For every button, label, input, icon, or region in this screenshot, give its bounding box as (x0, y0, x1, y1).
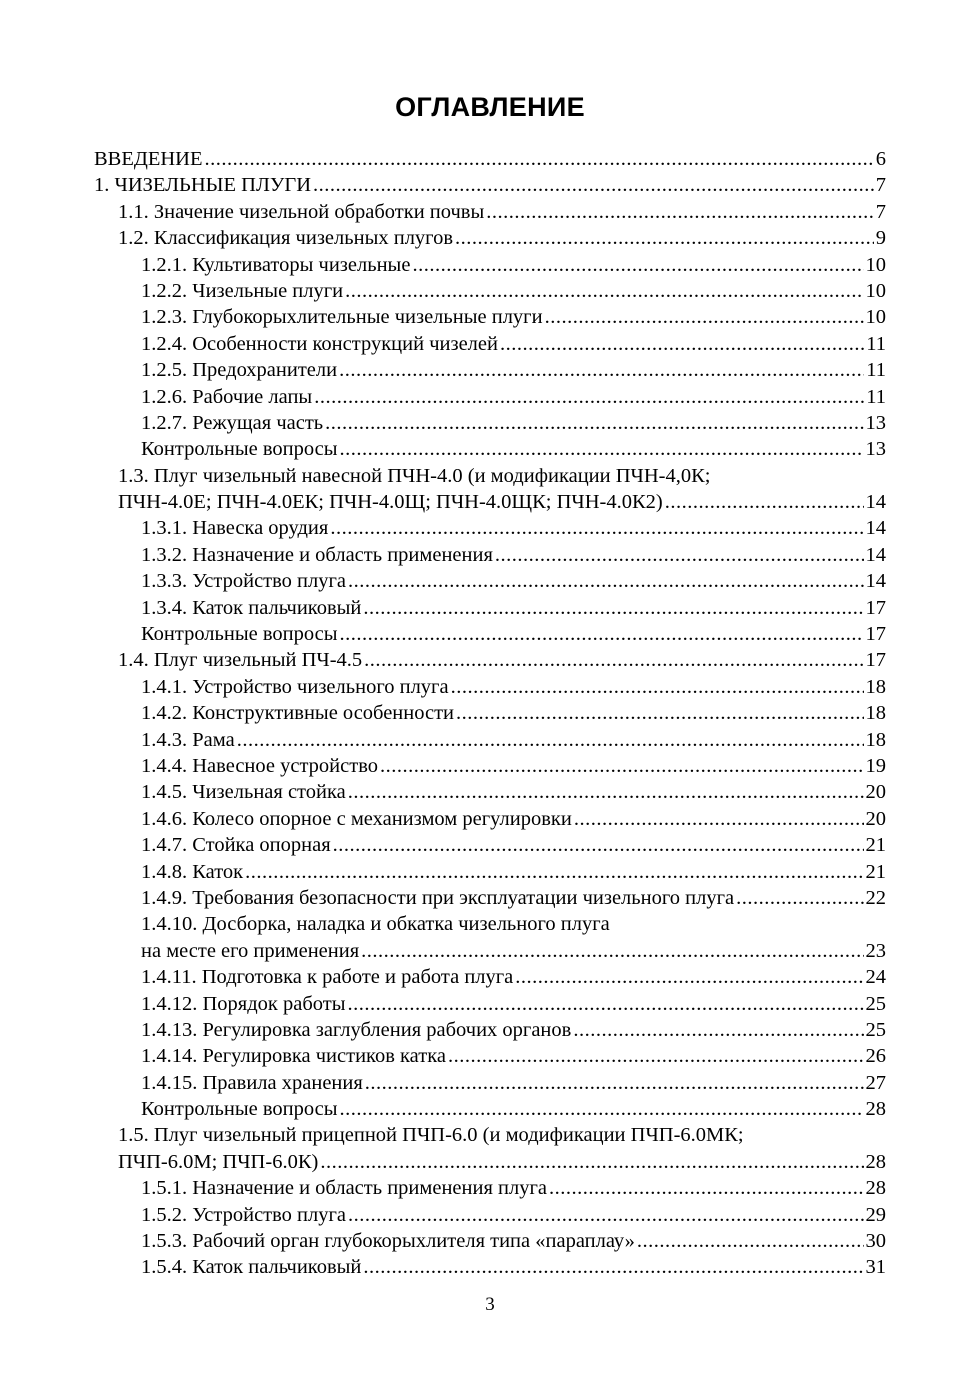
toc-entry-label: Контрольные вопросы (141, 623, 338, 646)
toc-entry[interactable] (94, 1017, 886, 1043)
toc-entry[interactable] (94, 806, 886, 832)
toc-entry-label: 1.4.15. Правила хранения (141, 1071, 363, 1094)
toc-entry-label: 1.2.6. Рабочие лапы (141, 385, 313, 408)
toc-entry-label: 1.3.3. Устройство плуга (141, 570, 347, 593)
toc-entry[interactable] (94, 1070, 886, 1096)
toc-entry-page: 14 (865, 517, 886, 540)
toc-entry-page: 25 (865, 992, 886, 1015)
toc-entry[interactable] (94, 674, 886, 700)
toc-entry[interactable] (94, 1096, 886, 1122)
toc-entry[interactable] (94, 489, 886, 515)
toc-entry-label: 1.5.4. Каток пальчиковый (141, 1256, 362, 1279)
toc-leader-dots (340, 1096, 864, 1122)
toc-entry[interactable] (94, 384, 886, 410)
toc-entry-page: 13 (865, 411, 886, 434)
toc-leader-dots (736, 885, 863, 911)
toc-entry-label: 1.4.1. Устройство чизельного плуга (141, 675, 449, 698)
toc-entry-page: 6 (875, 148, 886, 170)
toc-entry-label: 1.2.4. Особенности конструкций чизелей (141, 332, 498, 355)
toc-leader-dots (361, 938, 863, 964)
toc-entry-page: 18 (865, 675, 886, 698)
toc-entry-page: 30 (865, 1230, 886, 1253)
toc-entry-label: 1.4.6. Колесо опорное с механизмом регулировки (141, 807, 572, 830)
toc-entry-page: 28 (865, 1177, 886, 1200)
toc-entry-page: 24 (865, 966, 886, 989)
toc-entry[interactable] (94, 700, 886, 726)
toc-entry[interactable] (94, 515, 886, 541)
toc-entry-page: 14 (865, 543, 886, 566)
toc-entry-label: на месте его применения (141, 939, 360, 962)
toc-entry[interactable] (94, 304, 886, 330)
toc-entry[interactable] (94, 1202, 886, 1228)
toc-entry-label: 1.4.9. Требования безопасности при эксплуатации чизельного плуга (141, 886, 735, 909)
toc-entry-page: 10 (865, 253, 886, 276)
toc-entry[interactable] (94, 568, 886, 594)
toc-entry-label: 1.4.2. Конструктивные особенности (141, 702, 455, 725)
toc-entry-label: 1.2.5. Предохранители (141, 359, 338, 382)
toc-leader-dots (237, 727, 864, 753)
toc-entry-page: 18 (865, 728, 886, 751)
toc-leader-dots (348, 568, 863, 594)
toc-entry-label: 1.3. Плуг чизельный навесной ПЧН-4.0 (и модификации ПЧН-4,0К; (118, 464, 711, 487)
toc-entry-page: 17 (865, 596, 886, 619)
toc-entry[interactable] (94, 885, 886, 911)
toc-entry-page: 14 (865, 491, 886, 514)
toc-entry[interactable] (94, 542, 886, 568)
toc-leader-dots (495, 542, 864, 568)
toc-leader-dots (637, 1228, 864, 1254)
toc-entry-label: 1.5.1. Назначение и область применения плуга (141, 1177, 547, 1200)
page-number: 3 (485, 1294, 495, 1315)
toc-leader-dots (340, 621, 864, 647)
toc-entry-label: 1.4.10. Досборка, наладка и обкатка чизельного плуга (141, 913, 610, 936)
toc-entry[interactable] (94, 410, 886, 436)
toc-leader-dots (339, 357, 864, 383)
toc-entry-label: ПЧП-6.0М; ПЧП-6.0К) (118, 1150, 319, 1173)
toc-leader-dots (320, 1149, 863, 1175)
toc-entry-page: 10 (865, 279, 886, 302)
toc-entry-label: 1.4.5. Чизельная стойка (141, 781, 346, 804)
toc-entry-page: 25 (865, 1018, 886, 1041)
toc-entry-page: 28 (865, 1150, 886, 1173)
toc-entry-label: 1.4.14. Регулировка чистиков катка (141, 1045, 446, 1068)
toc-leader-dots (314, 384, 864, 410)
toc-leader-dots (363, 1254, 863, 1280)
toc-leader-dots (486, 199, 874, 225)
toc-leader-dots (545, 304, 864, 330)
toc-entry[interactable] (94, 436, 886, 462)
toc-entry[interactable] (94, 463, 886, 489)
toc-entry-label: 1.5.3. Рабочий орган глубокорыхлителя типа «параплау» (141, 1230, 635, 1253)
toc-entry[interactable] (94, 753, 886, 779)
toc-entry[interactable] (94, 357, 886, 383)
toc-entry-page: 18 (865, 702, 886, 725)
toc-entry[interactable] (94, 1175, 886, 1201)
toc-leader-dots (363, 595, 863, 621)
toc-entry[interactable] (94, 832, 886, 858)
toc-entry[interactable] (94, 647, 886, 673)
toc-leader-dots (364, 647, 863, 673)
toc-entry-label: ПЧН-4.0Е; ПЧН-4.0ЕК; ПЧН-4.0Щ; ПЧН-4.0ЩК; ПЧН-4.0К2) (118, 491, 663, 514)
toc-entry-label: 1.2.7. Режущая часть (141, 411, 324, 434)
toc-leader-dots (313, 172, 874, 198)
toc-leader-dots (205, 146, 874, 172)
toc-entry-page: 11 (866, 385, 886, 408)
toc-entry-label: 1.5.2. Устройство плуга (141, 1203, 347, 1226)
toc-leader-dots (330, 515, 863, 541)
toc-entry-page: 27 (865, 1071, 886, 1094)
toc-leader-dots (345, 278, 863, 304)
toc-entry-page: 11 (866, 359, 886, 382)
toc-entry-page: 26 (865, 1045, 886, 1068)
toc-entry-label: 1.1. Значение чизельной обработки почвы (118, 200, 485, 223)
toc-entry[interactable] (94, 1254, 886, 1280)
toc-entry-label: Контрольные вопросы (141, 438, 338, 461)
toc-entry[interactable] (94, 225, 886, 251)
toc-entry[interactable] (94, 199, 886, 225)
toc-leader-dots (340, 436, 864, 462)
toc-entry-label: 1.4.12. Порядок работы (141, 992, 346, 1015)
toc-entry[interactable] (94, 1122, 886, 1148)
toc-entry-label: 1.2. Классификация чизельных плугов (118, 227, 453, 250)
toc-leader-dots (451, 674, 864, 700)
toc-entry-page: 23 (865, 939, 886, 962)
toc-entry-page: 17 (865, 649, 886, 672)
toc-entry[interactable] (94, 859, 886, 885)
page-title: ОГЛАВЛЕНИЕ (395, 92, 585, 122)
toc-entry-page: 22 (865, 886, 886, 909)
toc-entry[interactable] (94, 252, 886, 278)
toc-entry[interactable] (94, 595, 886, 621)
toc-entry-page: 10 (865, 306, 886, 329)
toc-entry-label: 1.4.3. Рама (141, 728, 235, 751)
toc-entry-label: ВВЕДЕНИЕ (94, 148, 203, 170)
toc-entry-label: 1.4.11. Подготовка к работе и работа плуга (141, 966, 514, 989)
toc-entry[interactable] (94, 938, 886, 964)
toc-leader-dots (573, 1017, 863, 1043)
toc-entry-page: 21 (865, 860, 886, 883)
toc-entry-page: 19 (865, 754, 886, 777)
toc-entry-page: 28 (865, 1098, 886, 1121)
toc-entry-page: 11 (866, 332, 886, 355)
toc-entry-label: 1.2.3. Глубокорыхлительные чизельные плуги (141, 306, 543, 329)
toc-entry-label: 1.4.7. Стойка опорная (141, 834, 331, 857)
toc-entry-page: 20 (865, 781, 886, 804)
toc-leader-dots (456, 700, 863, 726)
toc-entry[interactable] (94, 1043, 886, 1069)
toc-entry[interactable] (94, 1149, 886, 1175)
toc-entry-page: 14 (865, 570, 886, 593)
toc-entry-page: 29 (865, 1203, 886, 1226)
toc-entry[interactable] (94, 964, 886, 990)
toc-leader-dots (348, 1202, 863, 1228)
toc-entry[interactable] (94, 991, 886, 1017)
toc-leader-dots (665, 489, 864, 515)
toc-entry[interactable] (94, 1228, 886, 1254)
toc-entry-page: 7 (875, 174, 886, 197)
toc-entry[interactable] (94, 727, 886, 753)
toc-entry-page: 21 (865, 834, 886, 857)
toc-entry[interactable] (94, 331, 886, 357)
toc-leader-dots (333, 832, 864, 858)
toc-entry-label: 1. ЧИЗЕЛЬНЫЕ ПЛУГИ (94, 174, 312, 197)
toc-leader-dots (380, 753, 864, 779)
table-of-contents (94, 146, 886, 1281)
toc-leader-dots (365, 1070, 864, 1096)
toc-leader-dots (412, 252, 863, 278)
toc-entry-label: 1.3.1. Навеска орудия (141, 517, 329, 540)
toc-entry[interactable] (94, 278, 886, 304)
toc-entry-label: 1.4.4. Навесное устройство (141, 754, 378, 777)
toc-entry[interactable] (94, 779, 886, 805)
toc-entry[interactable] (94, 621, 886, 647)
toc-entry[interactable] (94, 911, 886, 937)
toc-entry-label: 1.4. Плуг чизельный ПЧ-4.5 (118, 649, 363, 672)
toc-entry-label: 1.2.1. Культиваторы чизельные (141, 253, 411, 276)
toc-entry-page: 9 (875, 227, 886, 250)
toc-leader-dots (549, 1175, 864, 1201)
toc-leader-dots (245, 859, 863, 885)
toc-entry-page: 13 (865, 438, 886, 461)
toc-leader-dots (455, 225, 874, 251)
toc-entry[interactable] (94, 146, 886, 172)
toc-entry-label: 1.4.8. Каток (141, 860, 244, 883)
toc-entry-label: 1.5. Плуг чизельный прицепной ПЧП-6.0 (и модификации ПЧП-6.0МК; (118, 1124, 744, 1147)
toc-entry-page: 17 (865, 623, 886, 646)
toc-entry-label: 1.4.13. Регулировка заглубления рабочих органов (141, 1018, 572, 1041)
toc-entry-page: 31 (865, 1256, 886, 1279)
toc-entry-page: 7 (875, 200, 886, 223)
toc-entry-label: 1.3.2. Назначение и область применения (141, 543, 493, 566)
toc-leader-dots (500, 331, 864, 357)
toc-leader-dots (348, 779, 864, 805)
toc-entry-label: 1.2.2. Чизельные плуги (141, 279, 344, 302)
toc-leader-dots (515, 964, 863, 990)
toc-entry-page: 20 (865, 807, 886, 830)
toc-entry-label: Контрольные вопросы (141, 1098, 338, 1121)
toc-entry[interactable] (94, 172, 886, 198)
toc-leader-dots (325, 410, 863, 436)
toc-entry-label: 1.3.4. Каток пальчиковый (141, 596, 362, 619)
toc-leader-dots (574, 806, 864, 832)
toc-leader-dots (348, 991, 864, 1017)
toc-leader-dots (448, 1043, 864, 1069)
